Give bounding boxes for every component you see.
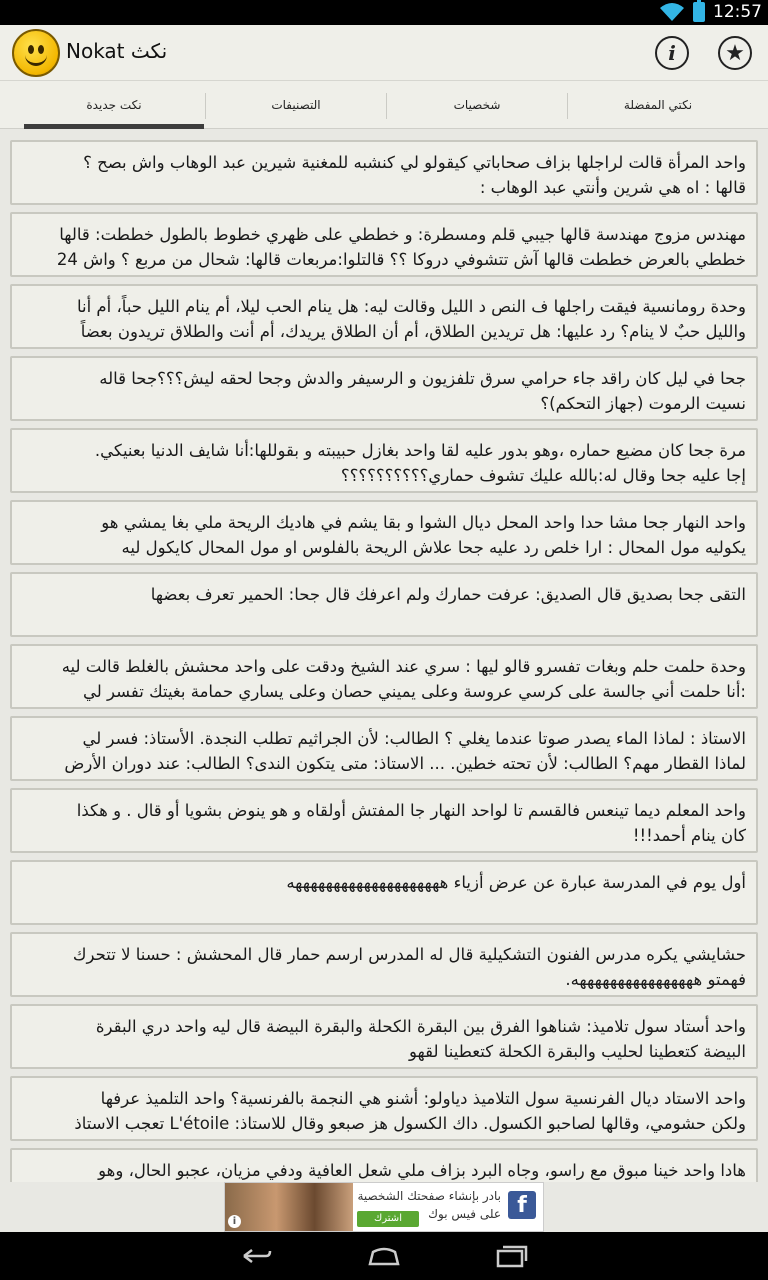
status-bar — [0, 0, 768, 25]
tab-new-jokes[interactable]: نكت جديدة — [24, 81, 204, 129]
tab-bar — [0, 81, 768, 129]
joke-item[interactable]: واحد أستاد سول تلاميذ: شناهوا الفرق بين البقرة الكحلة والبقرة البيضة قال ليه واحد دري البقرة البيضة كتعطينا لحليب والبقرة الكحلة كتعطينا لقهو — [10, 1004, 758, 1069]
joke-item[interactable]: واحد المعلم ديما تينعس فالقسم تا لواحد النهار جا المفتش أولقاه و هو ينوض بشويا أو قال . و هكذا كان ينام أحمد!!! — [10, 788, 758, 853]
app-title: Nokat نكث — [66, 39, 168, 63]
battery-icon — [693, 2, 705, 22]
joke-item[interactable]: حشايشي يكره مدرس الفنون التشكيلية قال له المدرس ارسم حمار قال المحشش : حسنا لا تتحرك فهمتو ههههههههههههههههه. — [10, 932, 758, 997]
status-time: 12:57 — [713, 2, 762, 22]
ad-strip — [0, 1182, 768, 1232]
back-icon[interactable] — [236, 1242, 276, 1270]
recent-apps-icon[interactable] — [492, 1242, 532, 1270]
tab-characters[interactable]: شخصيات — [453, 98, 501, 112]
action-bar — [0, 25, 768, 81]
joke-item[interactable]: مهندس مزوج مهندسة قالها جيبي قلم ومسطرة: و خططي على ظهري خطوط بالطول خططت: قالها خططي بالعرض خططت قالها آش تتشوفي دروكا ؟؟ قالتلوا:مربعات قالها: شحال من مربع ؟ واش 24 — [10, 212, 758, 277]
joke-item[interactable]: مرة جحا كان مضيع حماره ،وهو بدور عليه لقا واحد بغازل حبيبته و بقوللها:أنا شايف الدنيا بعنيكي. إجا عليه جحا وقال له:بالله عليك تشوف حماري؟؟؟؟؟؟؟؟؟؟ — [10, 428, 758, 493]
joke-item[interactable]: الاستاذ : لماذا الماء يصدر صوتا عندما يغلي ؟ الطالب: لأن الجراثيم تطلب النجدة. الأستاذ: فسر لي لماذا القطار مهم؟ الطالب: لأن تحته خطين. ... الاستاذ: متى يتكون الندى؟ الطالب: عند دوران الأرض — [10, 716, 758, 781]
tab-my-favorites[interactable]: نكتي المفضلة — [623, 98, 693, 112]
tab-categories[interactable]: التصنيفات — [271, 98, 321, 112]
ad-banner[interactable] — [224, 1182, 544, 1232]
info-icon[interactable]: i — [655, 36, 689, 70]
wifi-icon — [659, 2, 685, 22]
joke-item[interactable]: أول يوم في المدرسة عبارة عن عرض أزياء ههههههههههههههههههههه — [10, 860, 758, 925]
navigation-bar — [0, 1232, 768, 1280]
ad-text: بادر بإنشاء صفحتك الشخصية على فيس بوك — [357, 1189, 501, 1221]
jokes-list[interactable] — [0, 138, 768, 1182]
home-icon[interactable] — [364, 1242, 404, 1270]
ad-photo — [225, 1183, 353, 1232]
joke-item[interactable]: هادا واحد خينا مبوق مع راسو، وجاه البرد بزاف ملي شعل العافية ودفي مزيان، عجبو الحال، وهو — [10, 1148, 758, 1182]
ad-info-icon[interactable]: i — [228, 1215, 241, 1228]
star-icon[interactable]: ★ — [718, 36, 752, 70]
joke-item[interactable]: واحد الاستاد ديال الفرنسية سول التلاميذ دياولو: أشنو هي النجمة بالفرنسية؟ واحد التلميذ عرفها ولكن حشومي، وقالها لصاحبو الكسول. داك الكسول هز صبعو وقال للاستاذ: L'étoile تعجب الاستاذ — [10, 1076, 758, 1141]
ad-subscribe-button[interactable]: اشترك — [357, 1211, 419, 1227]
joke-item[interactable]: وحدة حلمت حلم وبغات تفسرو قالو ليها : سري عند الشيخ ودقت على واحد محشش بالغلط قالت ليه :أنا حلمت أني جالسة على كرسي عروسة وعلى يميني حصان وعلى يساري حمامة بغيتك تفسر لي — [10, 644, 758, 709]
joke-item[interactable]: وحدة رومانسية فيقت راجلها ف النص د الليل وقالت ليه: هل ينام الحب ليلا، أم ينام الليل حباً، أم أنا والليل حبٌ لا ينام؟ رد عليها: هل تريدين الطلاق، أم أن الطلاق يريدك، أم أنت والطلاق تريدون بعضاً — [10, 284, 758, 349]
smiley-app-icon — [12, 29, 60, 77]
joke-item[interactable]: واحد النهار جحا مشا حدا واحد المحل ديال الشوا و بقا يشم في هاديك الريحة ملي بغا يمشي هو يكوليه مول المحال : ارا خلص رد عليه جحا علاش الريحة بالفلوس او مول المحال كايكول ليه — [10, 500, 758, 565]
joke-item[interactable]: واحد المرأة قالت لراجلها بزاف صحاباتي كيقولو لي كنشبه للمغنية شيرين عبد الوهاب واش بصح ؟ قالها : اه هي شرين وأنتي عبد الوهاب : — [10, 140, 758, 205]
joke-item[interactable]: جحا في ليل كان راقد جاء حرامي سرق تلفزيون و الرسيفر والدش وجحا لحقه ليش؟؟؟جحا قاله نسيت الرموت (جهاز التحكم)؟ — [10, 356, 758, 421]
facebook-icon: f — [508, 1191, 536, 1219]
joke-item[interactable]: التقى جحا بصديق قال الصديق: عرفت حمارك ولم اعرفك قال جحا: الحمير تعرف بعضها — [10, 572, 758, 637]
